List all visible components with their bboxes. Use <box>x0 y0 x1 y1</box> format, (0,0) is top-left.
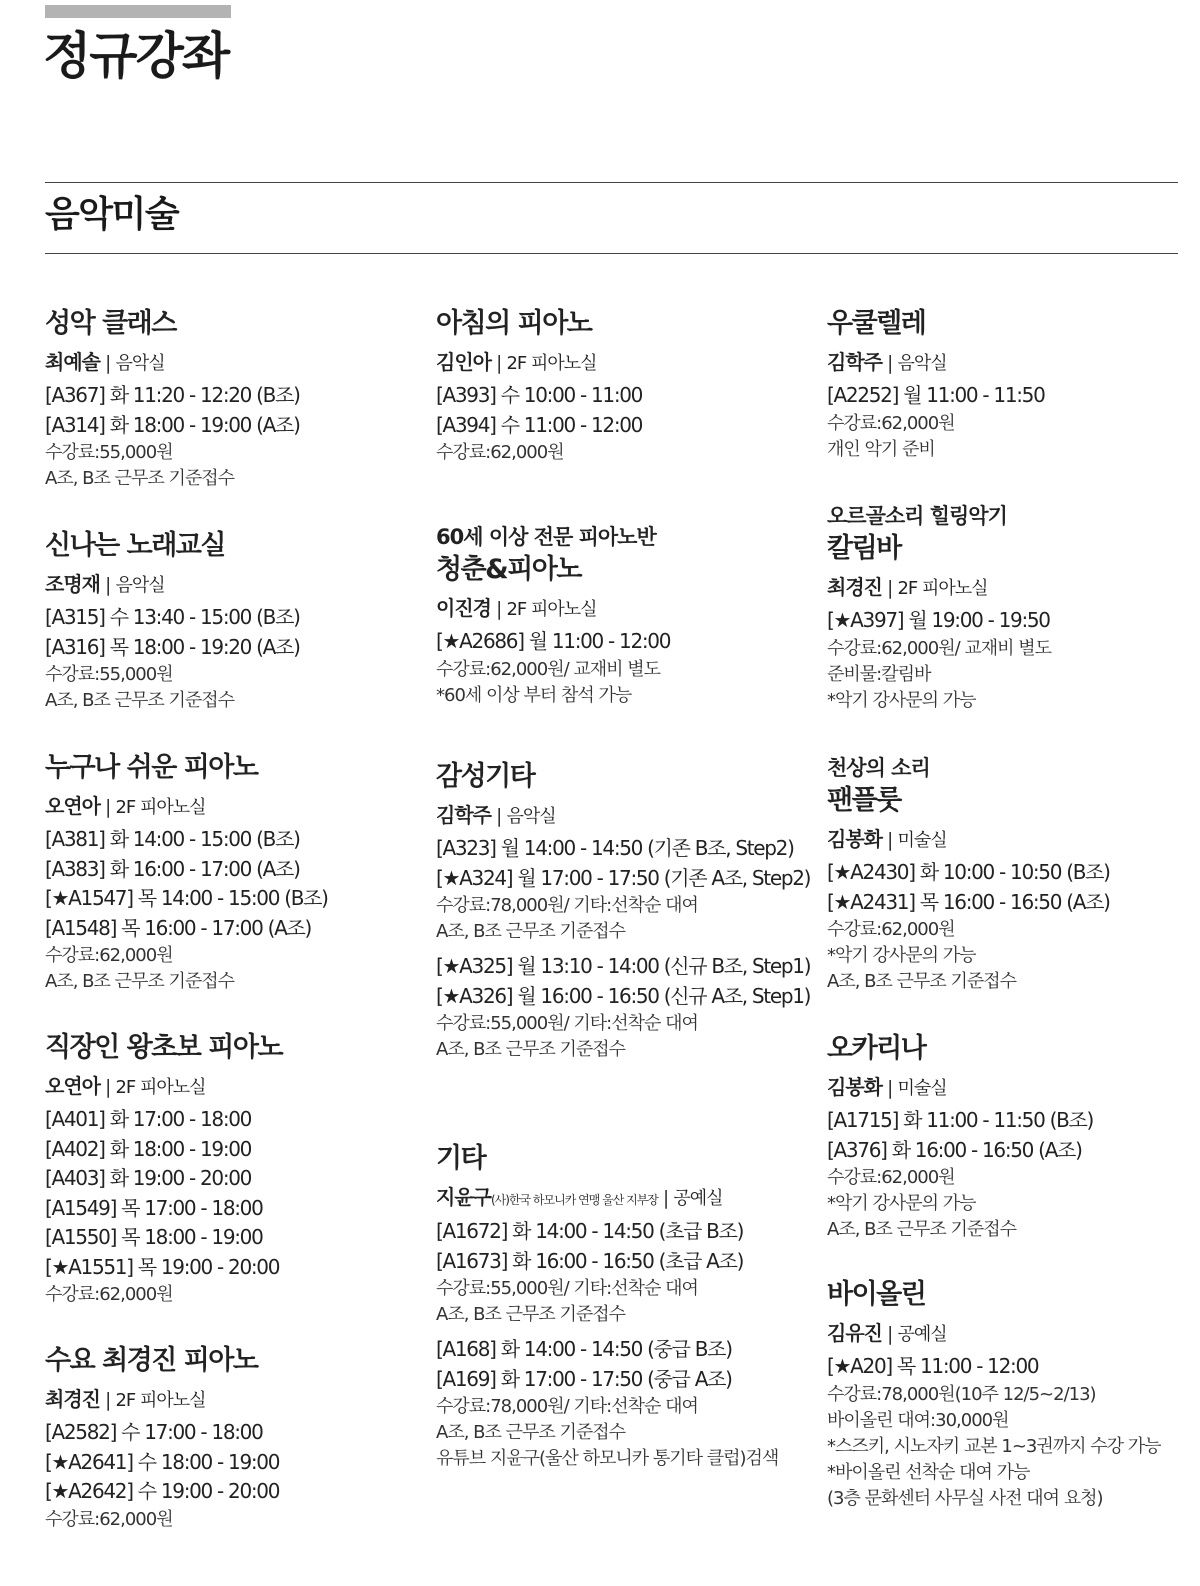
instructor-line <box>827 347 1187 379</box>
instructor-name: 김봉화 <box>827 1075 882 1099</box>
room-name: 2F 피아노실 <box>115 1077 206 1098</box>
course-note: 수강료:78,000원(10주 12/5~2/13) <box>827 1383 1096 1405</box>
course-note: 개인 악기 준비 <box>827 438 935 460</box>
schedule-item: [A367] 화 11:20 - 12:20 (B조) <box>45 383 300 407</box>
instructor-name: 최경진 <box>827 575 882 599</box>
course-note: 수강료:62,000원 <box>827 412 955 434</box>
course-card <box>45 1342 415 1533</box>
course-note: 수강료:62,000원/ 교재비 별도 <box>827 637 1052 659</box>
instructor-name: 지윤구 <box>436 1185 491 1209</box>
schedule-item: [★A326] 월 16:00 - 16:50 (신규 A조, Step1) <box>436 983 811 1008</box>
instructor-line <box>827 572 1187 604</box>
instructor-line <box>436 1182 816 1215</box>
course-card <box>436 1140 816 1472</box>
course-note: A조, B조 근무조 기준접수 <box>436 1304 626 1325</box>
room-name: 공예실 <box>673 1188 723 1209</box>
course-card <box>436 758 816 1063</box>
course-note: 수강료:62,000원 <box>45 945 173 966</box>
course-title: 직장인 왕초보 피아노 <box>45 1032 283 1063</box>
schedule-item: [★A1551] 목 19:00 - 20:00 <box>45 1254 280 1279</box>
course-card <box>827 305 1187 463</box>
instructor-name: 오연아 <box>45 794 100 818</box>
schedule-item: [A168] 화 14:00 - 14:50 (중급 B조) <box>436 1337 732 1361</box>
course-note: 수강료:55,000원/ 기타:선착순 대여 <box>436 1278 698 1299</box>
schedule-item: [★A2641] 수 18:00 - 19:00 <box>45 1449 280 1474</box>
course-subtitle: 오르골소리 힐링악기 <box>827 504 1007 528</box>
schedule-item: [A402] 화 18:00 - 19:00 <box>45 1136 252 1161</box>
course-title: 오카리나 <box>827 1033 926 1064</box>
course-title: 수요 최경진 피아노 <box>45 1345 258 1376</box>
course-note: A조, B조 근무조 기준접수 <box>436 1039 626 1060</box>
room-name: 2F 피아노실 <box>506 353 597 374</box>
separator: | <box>657 1187 674 1209</box>
course-subtitle: 60세 이상 전문 피아노반 <box>436 525 656 549</box>
course-note: 수강료:55,000원 <box>45 442 173 463</box>
schedule-item: [A314] 화 18:00 - 19:00 (A조) <box>45 412 300 437</box>
separator: | <box>99 796 116 818</box>
course-note: *악기 강사문의 가능 <box>827 945 976 966</box>
course-card <box>827 502 1187 714</box>
schedule-item: [A315] 수 13:40 - 15:00 (B조) <box>45 605 300 629</box>
course-card <box>436 305 816 466</box>
course-note: A조, B조 근무조 기준접수 <box>45 690 235 711</box>
page-title: 정규강좌 <box>43 27 229 85</box>
course-note: *악기 강사문의 가능 <box>827 1193 976 1214</box>
instructor-name: 오연아 <box>45 1074 100 1098</box>
course-title: 칼림바 <box>827 533 901 564</box>
course-note: 수강료:62,000원 <box>827 919 955 940</box>
schedule-item: [A393] 수 10:00 - 11:00 <box>436 383 643 407</box>
instructor-line <box>45 791 415 823</box>
separator: | <box>881 577 898 599</box>
top-accent-bar <box>45 5 231 18</box>
instructor-line <box>45 1384 415 1416</box>
course-note: *바이올린 선착순 대여 가능 <box>827 1461 1030 1483</box>
schedule-item: [A1673] 화 16:00 - 16:50 (초급 A조) <box>436 1248 744 1273</box>
course-note: *악기 강사문의 가능 <box>827 689 976 711</box>
room-name: 2F 피아노실 <box>897 578 988 599</box>
course-card <box>45 305 415 492</box>
course-title: 팬플룻 <box>827 785 901 816</box>
schedule-item: [A394] 수 11:00 - 12:00 <box>436 412 643 437</box>
instructor-name: 이진경 <box>436 596 491 620</box>
instructor-name: 조명재 <box>45 572 100 596</box>
course-card <box>827 1276 1187 1512</box>
separator: | <box>99 1389 116 1411</box>
schedule-item: [★A324] 월 17:00 - 17:50 (기존 A조, Step2) <box>436 865 811 890</box>
schedule-item: [A1550] 목 18:00 - 19:00 <box>45 1225 263 1249</box>
schedule-item: [A169] 화 17:00 - 17:50 (중급 A조) <box>436 1366 732 1391</box>
instructor-name: 김학주 <box>827 350 882 374</box>
schedule-item: [A376] 화 16:00 - 16:50 (A조) <box>827 1137 1082 1162</box>
course-note: *스즈키, 시노자키 교본 1~3권까지 수강 가능 <box>827 1435 1161 1457</box>
instructor-line <box>45 569 415 601</box>
room-name: 미술실 <box>897 1078 947 1099</box>
course-card <box>827 754 1187 995</box>
course-title: 기타 <box>436 1143 486 1174</box>
instructor-name: 김인아 <box>436 350 491 374</box>
instructor-line <box>827 1318 1187 1350</box>
room-name: 음악실 <box>506 806 556 827</box>
course-title: 바이올린 <box>827 1279 926 1310</box>
instructor-line <box>436 800 816 832</box>
course-title: 감성기타 <box>436 761 535 792</box>
schedule-item: [A381] 화 14:00 - 15:00 (B조) <box>45 827 300 851</box>
course-card <box>45 527 415 714</box>
course-note: 수강료:78,000원/ 기타:선착순 대여 <box>436 1396 698 1417</box>
instructor-line <box>827 824 1187 856</box>
course-note: 수강료:62,000원 <box>436 442 564 463</box>
course-note: 준비물:칼림바 <box>827 663 931 685</box>
room-name: 미술실 <box>897 830 947 851</box>
instructor-name: 김유진 <box>827 1321 882 1345</box>
schedule-item: [A316] 목 18:00 - 19:20 (A조) <box>45 634 300 659</box>
schedule-item: [A403] 화 19:00 - 20:00 <box>45 1166 252 1190</box>
group-spacer <box>436 945 816 952</box>
room-name: 공예실 <box>897 1324 947 1345</box>
course-title: 성악 클래스 <box>45 308 176 339</box>
instructor-name: 김학주 <box>436 803 491 827</box>
room-name: 음악실 <box>115 353 165 374</box>
instructor-line <box>45 347 415 379</box>
separator: | <box>99 352 116 374</box>
instructor-line <box>827 1072 1187 1104</box>
course-note: (3층 문화센터 사무실 사전 대여 요청) <box>827 1487 1103 1509</box>
course-note: 수강료:62,000원 <box>45 1284 173 1305</box>
schedule-item: [A1715] 화 11:00 - 11:50 (B조) <box>827 1108 1094 1132</box>
course-note: A조, B조 근무조 기준접수 <box>45 971 235 992</box>
course-card <box>827 1030 1187 1243</box>
course-title: 청춘&피아노 <box>436 554 581 585</box>
schedule-item: [★A1547] 목 14:00 - 15:00 (B조) <box>45 886 328 910</box>
course-note: 수강료:55,000원/ 기타:선착순 대여 <box>436 1013 698 1034</box>
course-note: 수강료:55,000원 <box>45 664 173 685</box>
schedule-item: [★A2431] 목 16:00 - 16:50 (A조) <box>827 889 1110 914</box>
course-title: 아침의 피아노 <box>436 308 592 339</box>
course-note: *60세 이상 부터 참석 가능 <box>436 684 632 706</box>
schedule-item: [★A2642] 수 19:00 - 20:00 <box>45 1479 280 1503</box>
section-divider-bottom <box>45 253 1178 254</box>
schedule-item: [★A325] 월 13:10 - 14:00 (신규 B조, Step1) <box>436 954 811 978</box>
room-name: 2F 피아노실 <box>506 599 597 620</box>
course-note: A조, B조 근무조 기준접수 <box>436 921 626 942</box>
schedule-item: [A401] 화 17:00 - 18:00 <box>45 1107 252 1131</box>
separator: | <box>99 1076 116 1098</box>
course-note: 수강료:62,000원 <box>45 1508 173 1530</box>
instructor-affiliation: (사)한국 하모니카 연맹 울산 지부장 <box>490 1193 658 1207</box>
instructor-name: 김봉화 <box>827 827 882 851</box>
course-note: A조, B조 근무조 기준접수 <box>45 468 235 489</box>
schedule-item: [★A2686] 월 11:00 - 12:00 <box>436 629 671 653</box>
separator: | <box>490 352 507 374</box>
course-title: 우쿨렐레 <box>827 308 926 339</box>
separator: | <box>881 829 898 851</box>
schedule-item: [A323] 월 14:00 - 14:50 (기존 B조, Step2) <box>436 836 794 860</box>
course-card <box>45 1029 415 1308</box>
separator: | <box>881 1323 898 1345</box>
room-name: 2F 피아노실 <box>115 1390 206 1411</box>
schedule-item: [A1672] 화 14:00 - 14:50 (초급 B조) <box>436 1219 744 1243</box>
schedule-item: [★A20] 목 11:00 - 12:00 <box>827 1354 1039 1378</box>
course-note: 유튜브 지윤구(울산 하모니카 통기타 클럽)검색 <box>436 1448 779 1469</box>
schedule-item: [A383] 화 16:00 - 17:00 (A조) <box>45 856 300 881</box>
schedule-item: [A2582] 수 17:00 - 18:00 <box>45 1420 263 1444</box>
room-name: 음악실 <box>115 575 165 596</box>
course-note: 바이올린 대여:30,000원 <box>827 1409 1009 1431</box>
course-title: 누구나 쉬운 피아노 <box>45 752 258 783</box>
instructor-line <box>436 347 816 379</box>
separator: | <box>881 1077 898 1099</box>
separator: | <box>490 805 507 827</box>
course-card <box>436 523 816 709</box>
schedule-item: [★A397] 월 19:00 - 19:50 <box>827 608 1050 632</box>
course-note: A조, B조 근무조 기준접수 <box>436 1422 626 1443</box>
course-note: 수강료:62,000원 <box>827 1167 955 1188</box>
schedule-item: [A1548] 목 16:00 - 17:00 (A조) <box>45 915 311 940</box>
course-note: 수강료:62,000원/ 교재비 별도 <box>436 658 661 680</box>
separator: | <box>99 574 116 596</box>
room-name: 음악실 <box>897 353 947 374</box>
instructor-name: 최예솔 <box>45 350 100 374</box>
schedule-item: [★A2430] 화 10:00 - 10:50 (B조) <box>827 860 1110 884</box>
instructor-name: 최경진 <box>45 1387 100 1411</box>
course-title: 신나는 노래교실 <box>45 530 225 561</box>
schedule-item: [A2252] 월 11:00 - 11:50 <box>827 383 1045 407</box>
separator: | <box>490 598 507 620</box>
section-divider-top <box>45 182 1178 183</box>
section-title: 음악미술 <box>45 194 179 235</box>
schedule-item: [A1549] 목 17:00 - 18:00 <box>45 1195 263 1220</box>
course-card <box>45 749 415 995</box>
instructor-line <box>436 593 816 625</box>
course-note: 수강료:78,000원/ 기타:선착순 대여 <box>436 895 698 916</box>
course-note: A조, B조 근무조 기준접수 <box>827 971 1017 992</box>
course-subtitle: 천상의 소리 <box>827 756 930 780</box>
separator: | <box>881 352 898 374</box>
group-spacer <box>436 1328 816 1335</box>
room-name: 2F 피아노실 <box>115 797 206 818</box>
course-note: A조, B조 근무조 기준접수 <box>827 1219 1017 1240</box>
instructor-line <box>45 1071 415 1103</box>
